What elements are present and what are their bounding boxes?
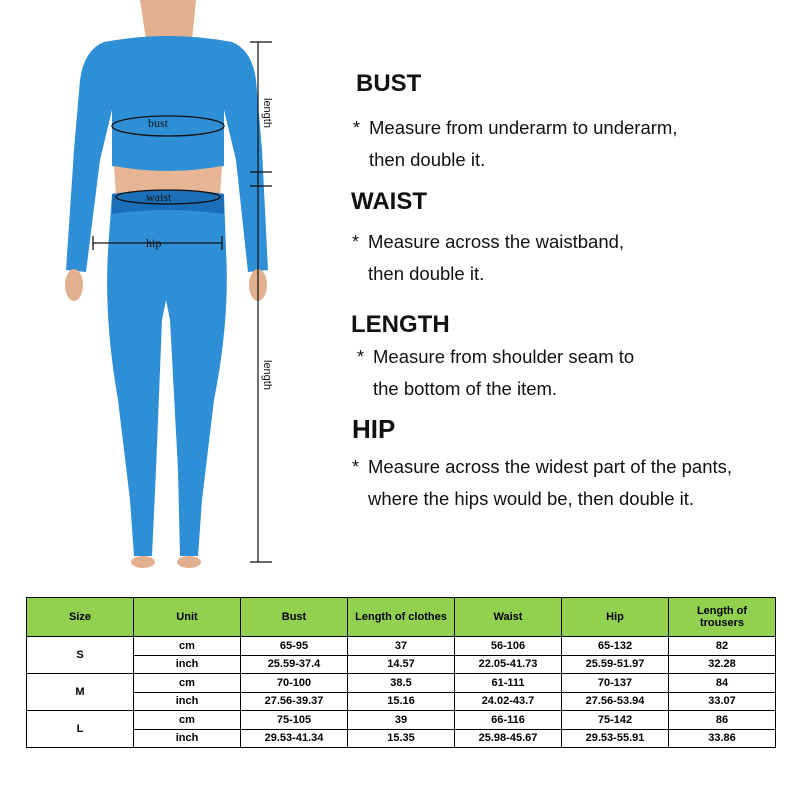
table-cell: cm <box>134 711 241 730</box>
header-waist: Waist <box>455 598 562 637</box>
table-cell: inch <box>134 729 241 748</box>
bullet-icon: * <box>353 118 361 138</box>
table-cell: inch <box>134 692 241 711</box>
left-hand <box>65 269 83 301</box>
header-hip: Hip <box>562 598 669 637</box>
bust-desc-line-1: Measure from underarm to underarm, <box>369 117 678 138</box>
size-cell: L <box>27 711 134 748</box>
table-row <box>27 637 776 656</box>
table-row <box>27 655 776 674</box>
table-cell: 29.53-41.34 <box>241 729 348 748</box>
bust-label: bust <box>148 116 169 130</box>
waist-desc-line-1: Measure across the waistband, <box>368 231 625 252</box>
table-cell: 65-132 <box>562 637 669 656</box>
size-chart-table <box>26 597 776 748</box>
header-size: Size <box>27 598 134 637</box>
bottom-length-label: length <box>261 360 273 390</box>
table-cell: 25.59-37.4 <box>241 655 348 674</box>
leggings <box>107 190 227 556</box>
table-cell: 66-116 <box>455 711 562 730</box>
table-cell: 33.86 <box>669 729 776 748</box>
waist-description <box>352 226 625 290</box>
bust-desc-line-2: then double it. <box>369 149 486 170</box>
size-cell: M <box>27 674 134 711</box>
table-row <box>27 711 776 730</box>
table-cell: cm <box>134 637 241 656</box>
table-cell: 33.07 <box>669 692 776 711</box>
table-cell: 25.98-45.67 <box>455 729 562 748</box>
table-cell: 84 <box>669 674 776 693</box>
left-foot <box>131 556 155 568</box>
table-cell: 32.28 <box>669 655 776 674</box>
table-cell: 25.59-51.97 <box>562 655 669 674</box>
waist-heading: WAIST <box>351 188 427 215</box>
table-cell: 38.5 <box>348 674 455 693</box>
table-cell: 56-106 <box>455 637 562 656</box>
top-length-label: length <box>261 98 273 128</box>
length-desc-line-1: Measure from shoulder seam to <box>373 346 635 367</box>
header-length-of-clothes: Length of clothes <box>348 598 455 637</box>
header-length-of-trousers: Length of trousers <box>669 598 776 637</box>
table-cell: 27.56-53.94 <box>562 692 669 711</box>
right-foot <box>177 556 201 568</box>
table-cell: 75-142 <box>562 711 669 730</box>
table-cell: cm <box>134 674 241 693</box>
table-cell: 37 <box>348 637 455 656</box>
length-desc-line-2: the bottom of the item. <box>373 378 558 399</box>
length-description <box>357 341 635 405</box>
bust-description <box>353 112 678 176</box>
model-neck <box>140 0 196 40</box>
bullet-icon: * <box>357 347 365 367</box>
table-cell: 14.57 <box>348 655 455 674</box>
waist-desc-line-2: then double it. <box>368 263 485 284</box>
table-cell: 75-105 <box>241 711 348 730</box>
bullet-icon: * <box>352 232 360 252</box>
model-figure <box>0 0 330 570</box>
bullet-icon: * <box>352 457 360 477</box>
bust-heading: BUST <box>356 70 422 97</box>
length-heading: LENGTH <box>351 311 450 338</box>
table-cell: 22.05-41.73 <box>455 655 562 674</box>
table-row <box>27 729 776 748</box>
table-cell: 15.16 <box>348 692 455 711</box>
table-cell: 24.02-43.7 <box>455 692 562 711</box>
hip-heading: HIP <box>352 414 396 444</box>
table-row <box>27 674 776 693</box>
header-unit: Unit <box>134 598 241 637</box>
table-row <box>27 692 776 711</box>
hip-desc-line-1: Measure across the widest part of the pants, <box>368 456 733 477</box>
table-header-row <box>27 598 776 637</box>
table-cell: 61-111 <box>455 674 562 693</box>
hip-label: hip <box>146 236 162 250</box>
table-cell: 29.53-55.91 <box>562 729 669 748</box>
table-cell: 70-100 <box>241 674 348 693</box>
table-cell: 70-137 <box>562 674 669 693</box>
header-bust: Bust <box>241 598 348 637</box>
table-cell: 15.35 <box>348 729 455 748</box>
table-cell: 65-95 <box>241 637 348 656</box>
table-cell: 82 <box>669 637 776 656</box>
table-cell: 27.56-39.37 <box>241 692 348 711</box>
table-cell: 39 <box>348 711 455 730</box>
hip-desc-line-2: where the hips would be, then double it. <box>368 488 695 509</box>
hip-description <box>352 451 733 515</box>
table-cell: 86 <box>669 711 776 730</box>
size-cell: S <box>27 637 134 674</box>
waist-label: waist <box>146 190 172 204</box>
table-cell: inch <box>134 655 241 674</box>
